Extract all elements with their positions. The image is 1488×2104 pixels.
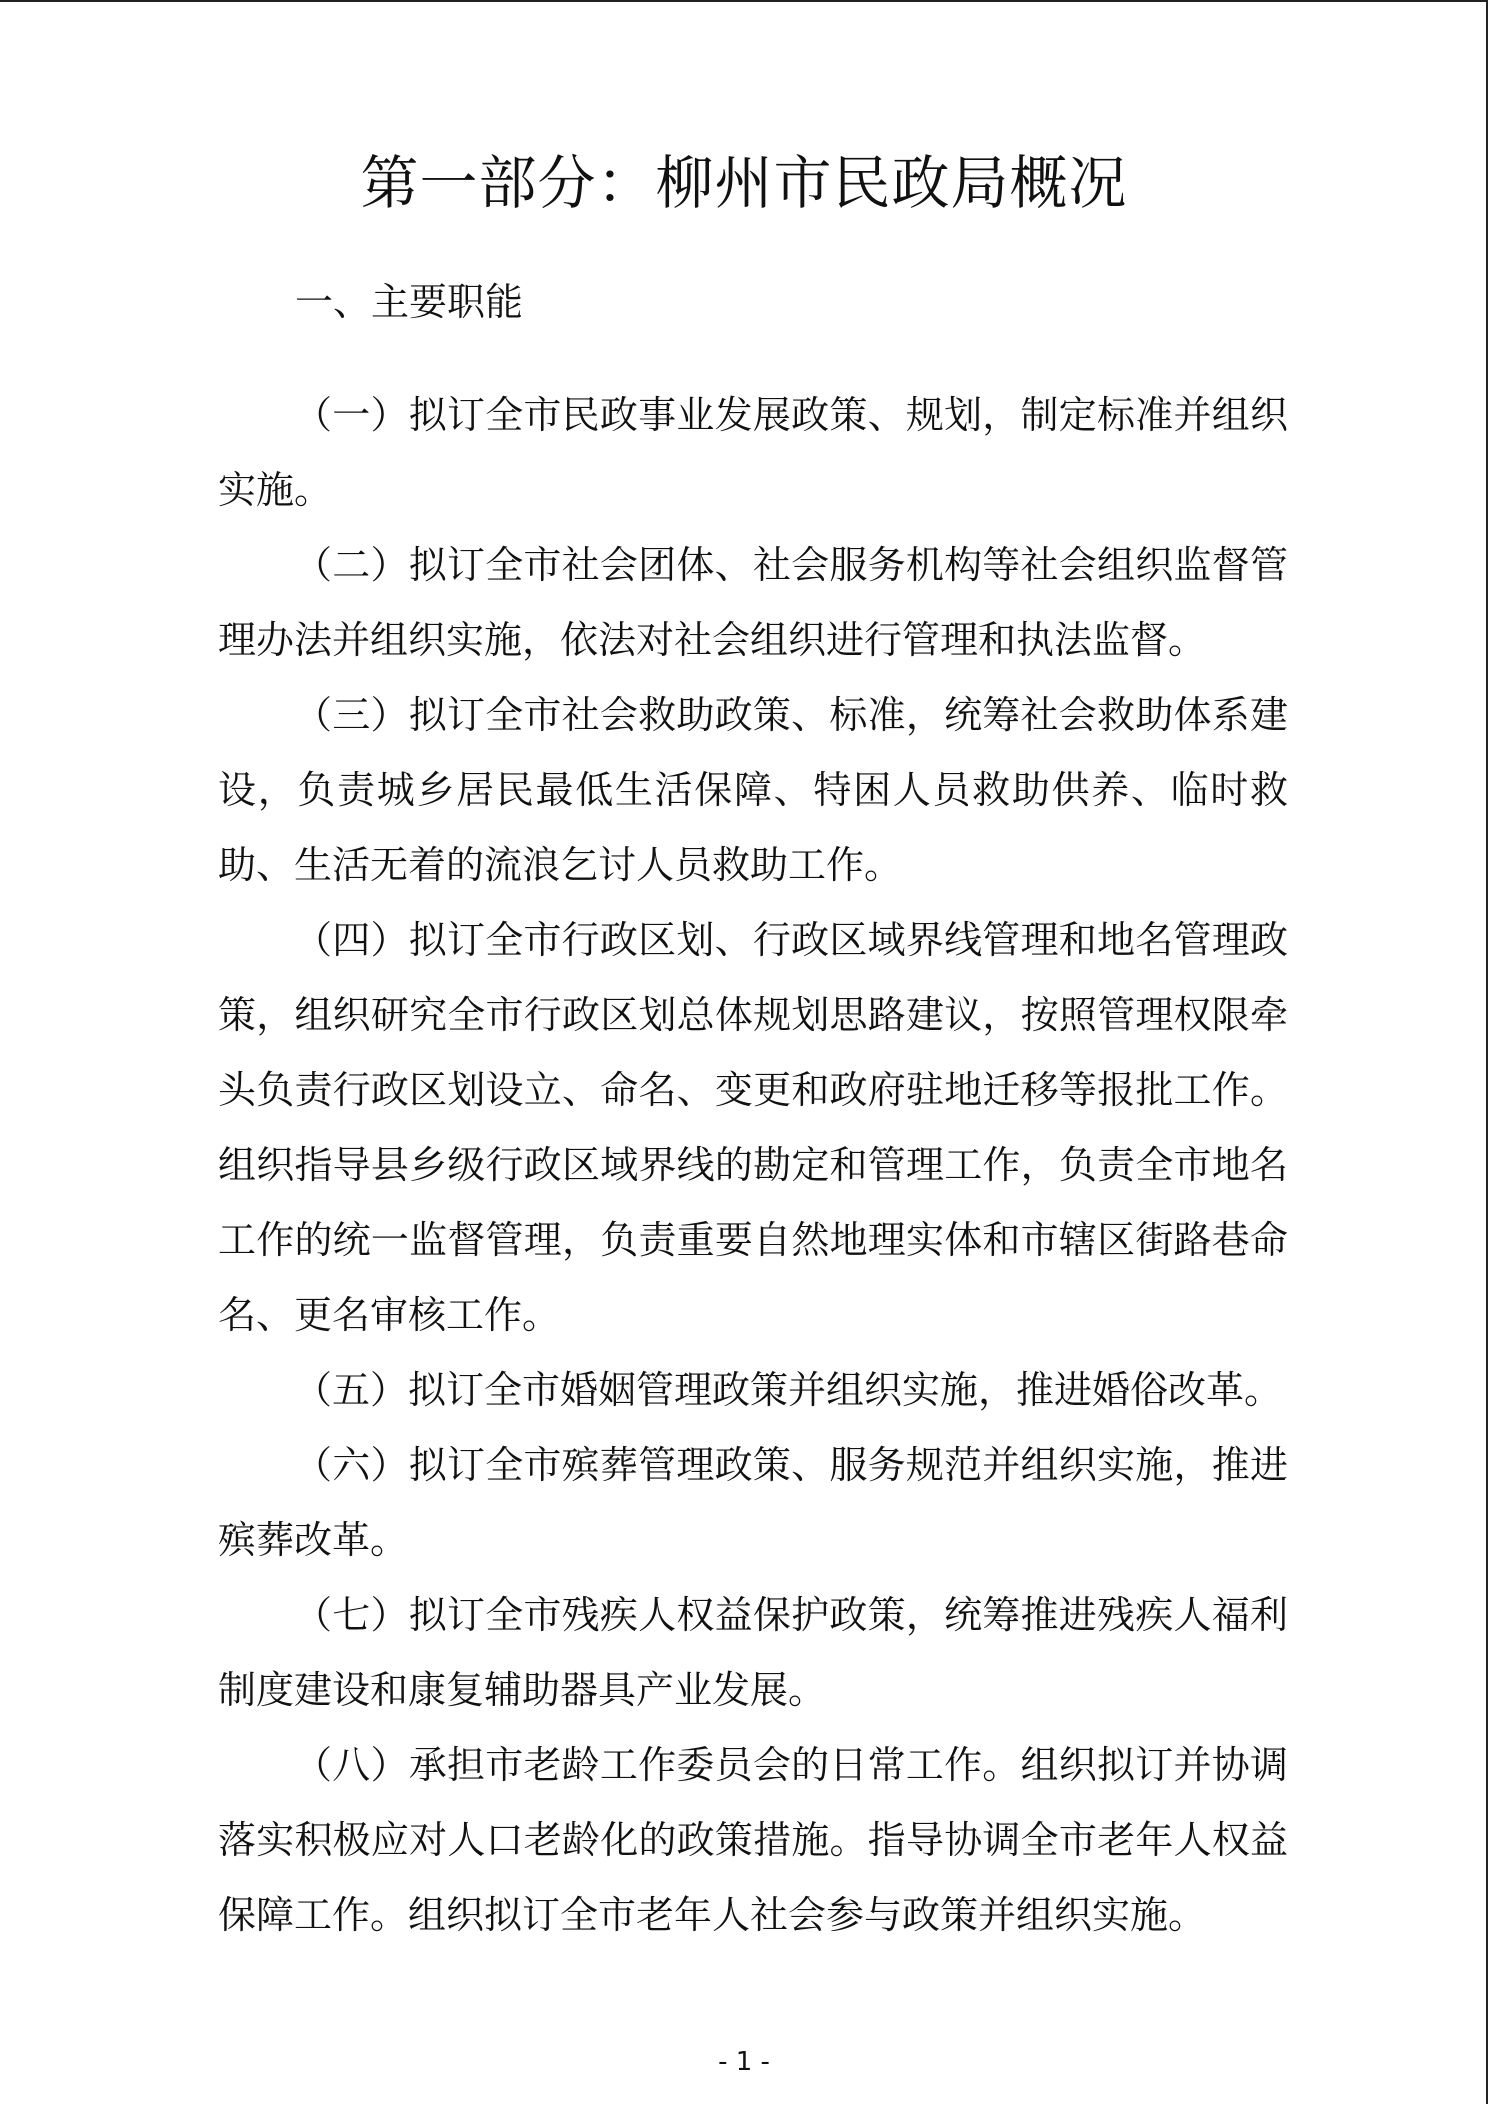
body-text bbox=[218, 378, 1288, 1953]
page-title: 第一部分：柳州市民政局概况 bbox=[360, 149, 1128, 217]
page-number: - 1 - bbox=[718, 2047, 770, 2077]
paragraph-6: （六）拟订全市殡葬管理政策、服务规范并组织实施，推进殡葬改革。 bbox=[218, 1443, 1288, 1562]
paragraph-2: （二）拟订全市社会团体、社会服务机构等社会组织监督管理办法并组织实施，依法对社会组织进行管理和执法监督。 bbox=[218, 543, 1288, 662]
paragraph-7: （七）拟订全市残疾人权益保护政策，统筹推进残疾人福利制度建设和康复辅助器具产业发展。 bbox=[218, 1593, 1288, 1712]
paragraph-5: （五）拟订全市婚姻管理政策并组织实施，推进婚俗改革。 bbox=[294, 1368, 1283, 1412]
paragraph-1: （一）拟订全市民政事业发展政策、规划，制定标准并组织实施。 bbox=[218, 393, 1288, 512]
section-heading: 一、主要职能 bbox=[295, 280, 524, 324]
paragraph-8: （八）承担市老龄工作委员会的日常工作。组织拟订并协调落实积极应对人口老龄化的政策措施。指导协调全市老年人权益保障工作。组织拟订全市老年人社会参与政策并组织实施。 bbox=[218, 1743, 1288, 1937]
paragraph-4: （四）拟订全市行政区划、行政区域界线管理和地名管理政策，组织研究全市行政区划总体规划思路建议，按照管理权限牵头负责行政区划设立、命名、变更和政府驻地迁移等报批工作。组织指导县乡级行政区域界线的勘定和管理工作，负责全市地名工作的统一监督管理，负责重要自然地理实体和市辖区街路巷命名、更名审核工作。 bbox=[218, 918, 1288, 1337]
paragraph-3: （三）拟订全市社会救助政策、标准，统筹社会救助体系建设，负责城乡居民最低生活保障、特困人员救助供养、临时救助、生活无着的流浪乞讨人员救助工作。 bbox=[218, 693, 1288, 887]
